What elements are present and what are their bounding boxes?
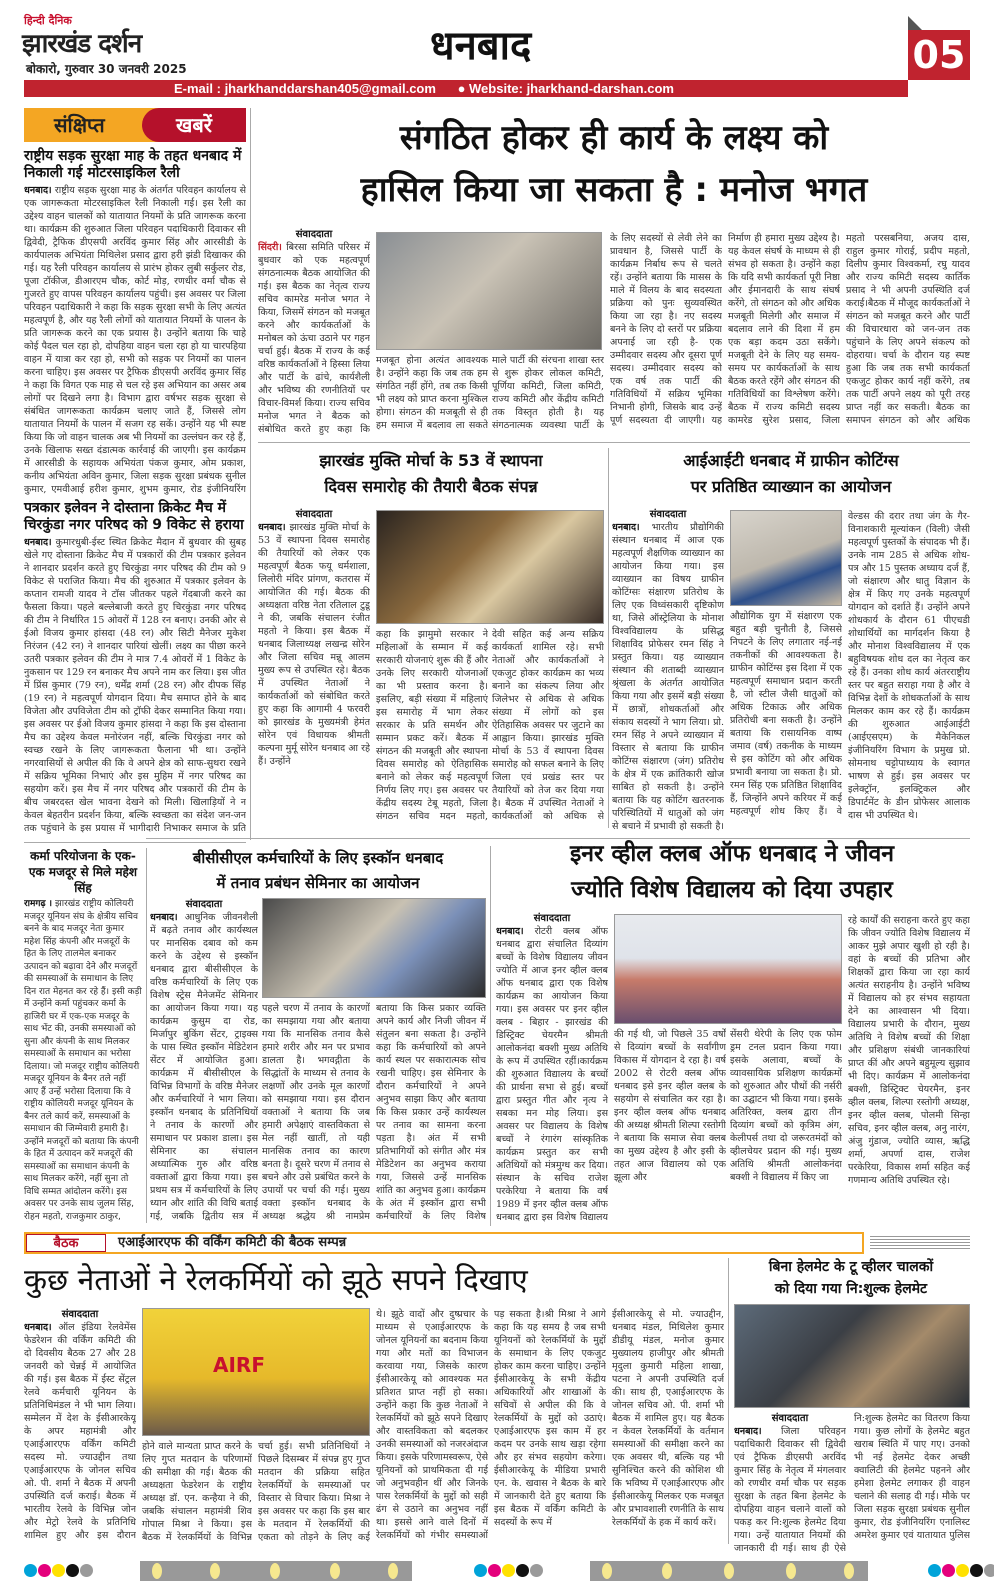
jmm-photo xyxy=(376,510,604,624)
article-dateline: धनबाद। xyxy=(612,522,640,533)
email-link[interactable]: E-mail : jharkhanddarshan405@gmail.com xyxy=(174,81,436,96)
cmyk-marks-left xyxy=(24,1562,116,1578)
article-dateline: धनबाद। xyxy=(258,522,286,533)
innerwheel-col-1 xyxy=(496,912,608,1224)
brief-text: राष्ट्रीय सड़क सुरक्षा माह के अंतर्गत परिवहन कार्यालय से एक जागरूकता मोटरसाइकिल रैली निकाली गई। इस रैली का उद्देश्य वाहन चालकों को यातायात नियमों के प्रति जागरूक करना था। कार्यक्रम की शुरुआत जिला परिवहन पदाधिकारी दिवाकर सी द्विवेदी, ट्रैफिक डीएसपी अरविंद कुमार सिंह और आरसीडी के कार्यपालक अभियंता मिथिलेश प्रसाद द्वारा हरी झंडी दिखाकर की गई। यह रैली परिवहन कार्यालय से प्रारंभ होकर लुबी सर्कुलर रोड, पूजा टॉकीज, डीआरएम चौक, कोर्ट मोड़, रणधीर वर्मा चौक से गुजरते हुए वापस परिवहन कार्यालय पहुंची। इस अवसर पर जिला परिवहन पदाधिकारी ने कहा कि सड़क सुरक्षा सभी के लिए अत्यंत महत्वपूर्ण है, और यह रैली लोगों को यातायात नियमों के पालन के प्रति जागरूक करने का एक प्रयास है। उन्होंने बताया कि चाहे कोई पैदल चल रहा हो, दोपहिया वाहन चला रहा हो या चारपहिया वाहन में यात्रा कर रहा हो, सभी को सड़क पर नियमों का पालन करना चाहिए। इस अवसर पर ट्रैफिक डीएसपी अरविंद कुमार सिंह ने कहा कि विगत एक माह से चल रहे इस अभियान का असर अब लोगों पर दिखने लगा है। विभाग द्वारा वर्षभर सड़क सुरक्षा से संबंधित जागरूकता कार्यक्रम चलाए जाते हैं, जिससे लोग यातायात नियमों के पालन में सजग रह सकें। उन्होंने यह भी स्पष्ट किया कि जो वाहन चालक अब भी नियमों का उल्लंघन कर रहे हैं, उनके खिलाफ सख्त दंडात्मक कार्रवाई की जाएगी। इस कार्यक्रम में आरसीडी के सहायक अभियंता पंकज कुमार, ओम प्रकाश, कनीय अभियंता अविन कुमार, जिला सड़क सुरक्षा प्रबंधक सुनील कुमार, एमवीआई हरीश कुमार, शुभम कुमार, रोड इंजीनियरिंग xyxy=(24,185,246,495)
brief-text: झारखंड राष्ट्रीय कोलियरी मजदूर यूनियन संघ के क्षेत्रीय सचिव बनने के बाद मजदूर नेता कुमार महेश सिंह कंपनी और मजदूरों के हित के लिए तालमेल बनाकर उत्पादन को बढ़ावा देने और मजदूरों की समस्याओं के समाधान के लिए दिन रात मेहनत कर रहे हैं। इसी कड़ी में उन्होंने कर्मा पहुंचकर कर्मा के हाजिरी घर में एक-एक मजदूर के साथ भेंट की, उनकी समस्याओं को सुना और कंपनी के साथ मिलकर समस्याओं के समाधान का भरोसा दिलाया। जो मजदूर राष्ट्रीय कोलियरी मजदूर यूनियन के बैनर तले नहीं आए हैं उन्हें भरोसा दिलाया कि वे राष्ट्रीय कोलियरी मजदूर यूनियन के बैनर तले कार्य करें, समस्याओं के समाधान की जिम्मेवारी हमारी है। उन्होंने मजदूरों को बताया कि कंपनी के हित में उत्पादन करें मजदूरों की समस्याओं का समाधान कंपनी के साथ मिलकर करेंगे, नहीं सुना तो विधि सम्मत आंदोलन करेंगे। इस अवसर पर उनके साथ जुलम सिंह, रोहन महतो, राजकुमार ठाकुर, xyxy=(24,899,142,1222)
divider xyxy=(24,842,246,843)
brief-body xyxy=(24,536,246,835)
cmyk-dot xyxy=(942,1564,955,1577)
article-text: झारखंड मुक्ति मोर्चा के 53 वें स्थापना दिवस समारोह की तैयारियों को लेकर एक महत्वपूर्ण बैठक फयू धर्मशाला, लिलोरी मंदिर प्रांगण, कतरास में आयोजित की गई। बैठक की अध्यक्षता वरिष्ठ नेता रतिलाल टुडू ने की, जबकि संचालन रंजीत महतो ने किया। इस बैठक में धनबाद जिलाध्यक्ष लखन्द्र सोरेन और जिला सचिव मन्नू आलम मुख्य रूप से उपस्थित रहे। बैठक में उपस्थित नेताओं ने कार्यकर्ताओं को संबोधित करते हुए कहा कि आगामी 4 फरवरी को झारखंड के मुख्यमंत्री हेमंत सोरेन एवं विधायक श्रीमती कल्पना मुर्मू सोरेन धनबाद आ रहे हैं। उन्होंने xyxy=(258,522,370,767)
newspaper-logo: झारखंड दर्शन xyxy=(22,29,142,59)
innerwheel-headline xyxy=(494,836,970,908)
brief-headline: पत्रकार इलेवन ने दोस्ताना क्रिकेट मैच में चिरकुंडा नगर परिषद को 9 विकेट से हराया xyxy=(24,500,244,533)
cmyk-dot xyxy=(474,1564,487,1577)
column-rule xyxy=(728,1258,729,1544)
iskcon-headline-line2: में तनाव प्रबंधन सेमिनार का आयोजन xyxy=(216,874,420,892)
iskcon-col-2: पहले चरण में तनाव के कारणों का समझाया गया और बताया गया कि मानसिक तनाव कैसे हमारे शरीर और मन पर प्रभाव डालता है। भगवद्गीता के सिद्धांतों के माध्यम से तनाव के लक्षणों और उनके मूल कारणों को समझाया गया। इस दौरान वक्ताओं ने बताया कि जब हमारी अपेक्षाएं वास्तविकता से मेल नहीं खातीं, तो यही मानसिक तनाव का कारण बनता है। दूसरे चरण में तनाव से बचने और उसे प्रबंधित करने के उपायों पर चर्चा की गई। मुख्य वक्ता इस्कॉन धनबाद के अध्यक्ष श्रद्धेय श्री नामप्रेम xyxy=(262,1003,370,1222)
cmyk-dot xyxy=(66,1564,79,1577)
brief-dateline: धनबाद। xyxy=(24,185,52,196)
helmet-col-1 xyxy=(734,1412,846,1555)
iit-col-3: वेल्डस की दरार तथा जंग के गैर-विनाशकारी मूल्यांकन (विली) जैसी महत्वपूर्ण पुस्तकों के संपादक भी हैं। उनके नाम 285 से अधिक शोध-पत्र और 15 पुस्तक अध्याय दर्ज हैं, जो संक्षारण और धातु विज्ञान के क्षेत्र में किए गए उनके महत्वपूर्ण योगदान को दर्शाते हैं। उन्होंने अपने शोधकार्य के दौरान 61 पीएचडी शोधार्थियों का मार्गदर्शन किया है और मोनाश विश्वविद्यालय में एक बहुविषयक शोध दल का नेतृत्व कर रहे हैं। उनका शोध कार्य अंतरराष्ट्रीय स्तर पर बहुत सराहा गया है और वे विभिन्न देशों के शोधकर्ताओं के साथ मिलकर काम कर रहे हैं। कार्यक्रम की शुरुआत आईआईटी (आईएसएम) के मैकेनिकल इंजीनियरिंग विभाग के प्रमुख प्रो. सोमनाथ चट्टोपाध्याय के स्वागत भाषण से हुई। इस अवसर पर इलेक्ट्रॉन, इलक्ट्रिकल और डिपार्टमेंट के डीन प्रोफेसर आलाक दास भी उपस्थित थे। xyxy=(848,511,970,821)
helmet-col-2: नि:शुल्क हेलमेट का वितरण किया गया। कुछ लोगों के हेलमेट बहुत खराब स्थिति में पाए गए। उनको भी नई हेलमेट देकर अच्छी क्वालिटी की हेलमेट पहनने और हमेशा हेलमेट लगाकर ही वाहन चलाने की सलाह दी गई। मौके पर जिला सड़क सुरक्षा प्रबंधक सुनील कुमार, रोड इंजीनियरिंग एनालिस्ट अमरेश कुमार एवं यातायात पुलिस xyxy=(854,1413,970,1541)
lead-col-4: के लिए सदस्यों से लेवी लेने का प्रावधान है, जिससे पार्टी के कार्यक्रम निर्बाध रूप से चलते रहें। उन्होंने बताया कि मासस के माले में विलय के बाद सदस्यता प्रक्रिया को पुनः सुव्यवस्थित किया जा रहा है। नए सदस्य बनने के लिए दो स्तरों पर प्रक्रिया अपनाई जा रही है- एक उम्मीदवार सदस्य और दूसरा पूर्ण सदस्य। उम्मीदवार सदस्य को एक वर्ष तक पार्टी की गतिविधियों में सक्रिय भूमिका निभानी होगी, जिसके बाद उन्हें पूर्ण सदस्यता दी जाएगी। यह xyxy=(610,233,722,426)
iskcon-headline xyxy=(150,846,486,896)
lead-col-1 xyxy=(258,228,370,436)
cmyk-dot xyxy=(956,1564,969,1577)
article-text: ऑल इंडिया रेलवेमेंस फेडरेशन की वर्किंग कमिटी की दो दिवसीय बैठक 27 और 28 जनवरी को चेन्नई में आयोजित की गई। इस बैठक में ईस्ट सेंट्रल रेलवे कर्मचारी यूनियन के प्रतिनिधिमंडल ने भी भाग लिया। सम्मेलन में देश के ईसीआरकेयू के अपर महामंत्री और एआईआरएफ वर्किंग कमिटी सदस्य मो. ज्याउद्दीन तथा एआईआरएफ के जोनल सचिव ओ. पी. शर्मा ने बैठक में अपनी उपस्थिति दर्ज कराई। बैठक में भारतीय रेलवे के विभिन्न जोन और मेट्रो रेलवे के प्रतिनिधि शामिल हुए और इस दौरान xyxy=(24,1322,136,1541)
cmyk-dot xyxy=(970,1564,983,1577)
page-corner-fold xyxy=(908,16,922,30)
article-dateline: धनबाद। xyxy=(496,926,524,937)
article-text: सम्मान प्रकट करें। बैठक में संगठन की मजबूती और स्थापना दिवस समारोह को ऐतिहासिक बनाने को लेकर कई महत्वपूर्ण निर्णय लिए गए। इस अवसर पर केंद्रीय सदस्य टेबू महतो, जिला संगठन सचिव मदन महतो, xyxy=(376,733,488,822)
jmm-headline-line1: झारखंड मुक्ति मोर्चा के 53 वें स्थापना xyxy=(319,451,543,470)
cmyk-dot xyxy=(502,1564,515,1577)
innerwheel-headline-line2: ज्योति विशेष विद्यालय को दिया उपहार xyxy=(571,877,893,903)
airf-col-3: चर्चा हुई। सभी प्रतिनिधियों ने पिछले दिसम्बर में संपन्न हुए गुप्त मतदान की प्रक्रिया सहित रेलकर्मियों के समस्याओं पर विस्तार से विचार किया। मिश्रा ने इस अवसर पर कहा कि इस बार के मतदान में रेलकर्मियों की एकता को तोड़ने के लिए कई xyxy=(258,1441,370,1543)
jmm-col-2 xyxy=(376,628,488,823)
registration-band xyxy=(590,1561,868,1581)
innerwheel-photo xyxy=(614,914,842,1024)
airf-col-2: होने वाले मान्यता प्राप्त करने के लिए गुप्त मतदान के परिणामों की समीक्षा की गई। बैठक की अध्यक्षता फेडरेशन के राष्ट्रीय अध्यक्ष डॉ. एन. कन्हैया ने की, जबकि संचालन महामंत्री शिव गोपाल मिश्रा ने किया। इस बैठक में रेलकर्मियों के विभिन्न xyxy=(142,1441,252,1543)
brief-article-3 xyxy=(24,848,142,1223)
helmet-photo xyxy=(734,1304,970,1408)
helmet-headline xyxy=(732,1256,970,1300)
briefs-header xyxy=(24,108,246,142)
iit-headline-line1: आईआईटी धनबाद में ग्राफीन कोटिंग्स xyxy=(683,451,899,470)
airf-col-1 xyxy=(24,1308,136,1542)
kicker-bar xyxy=(24,1232,864,1254)
article-text: भारतीय प्रौद्योगिकी संस्थान धनबाद में आज एक महत्वपूर्ण शैक्षणिक व्याख्यान का आयोजन किया गया। इस व्याख्यान का विषय ग्राफीन कोटिंग्सः संक्षारण प्रतिरोध के लिए एक विध्वंसकारी दृष्टिकोण था, जिसे ऑस्ट्रेलिया के मोनाश विश्वविद्यालय के प्रसिद्ध शिक्षाविद प्रोफेसर रमन सिंह ने प्रस्तुत किया। यह व्याख्यान संस्थान की शताब्दी व्याख्यान श्रृंखला के अंतर्गत आयोजित किया गया और इसमें बड़ी संख्या में छात्रों, शोधकर्ताओं और संकाय सदस्यों ने भाग लिया। प्रो. रमन सिंह ने अपने व्याख्यान में विस्तार से बताया कि ग्राफीन कोटिंग्स संक्षारण (जंग) प्रतिरोध के क्षेत्र में एक क्रांतिकारी खोज साबित हो सकती है। उन्होंने बताया कि यह कोटिंग खतरनाक परिस्थितियों में धातुओं को जंग से बचाने में प्रभावी हो सकती है। xyxy=(612,522,724,832)
brief-text: कुमारधुबी-ईस्ट स्थित क्रिकेट मैदान में बुधवार की सुबह खेले गए दोस्ताना क्रिकेट मैच में पत्रकारों की टीम पत्रकार इलेवन ने शानदार प्रदर्शन करते हुए चिरकुंडा नगर परिषद की टीम को 9 विकेट से पराजित किया। मैच की शुरुआत में पत्रकार इलेवन के कप्तान रामजी यादव ने टॉस जीतकर पहले गेंदबाजी करने का फैसला किया। पहले बल्लेबाजी करते हुए चिरकुंडा नगर परिषद की टीम ने निर्धारित 15 ओवरों में 128 रन बनाए। उनकी ओर से ईओ विजय कुमार हांसदा (48 रन) और सिटी मैनेजर मुकेश निरंजन (42 रन) ने शानदार पारियां खेलीं। लक्ष्य का पीछा करने उतरी पत्रकार इलेवन की टीम ने मात्र 7.4 ओवरों में 1 विकेट के नुकसान पर 129 रन बनाकर मैच अपने नाम कर लिया। इस जीत में प्रिंस कुमार (79 रन), धर्मेंद्र शर्मा (28 रन) और दीपक सिंह (19 रन) ने महत्वपूर्ण योगदान दिया। मैच समाप्त होने के बाद विजेता और उपविजेता टीम को ट्रॉफी देकर सम्मानित किया गया। इस अवसर पर ईओ विजय कुमार हांसदा ने कहा कि इस दोस्ताना मैच का उद्देश्य केवल मनोरंजन नहीं, बल्कि चिरकुंडा नगर को स्वच्छ रखने के लिए जागरूकता फैलाना भी था। उन्होंने नगरवासियों से अपील की कि वे अपने क्षेत्र को साफ-सुथरा रखने में सक्रिय भूमिका निभाएं और इस मुहिम में नगर परिषद का सहयोग करें। इस मैच में नगर परिषद और पत्रकारों की टीम के बीच जबरदस्त खेल भावना देखने को मिली। खिलाड़ियों ने न केवल बेहतरीन प्रदर्शन किया, बल्कि स्वच्छता का संदेश जन-जन तक पहुंचाने के इस प्रयास में भागीदारी निभाकर समाज के प्रति xyxy=(24,537,246,834)
innerwheel-col-4: रहे कार्यों की सराहना करते हुए कहा कि जीवन ज्योति विशेष विद्यालय में आकर मुझे अपार खुशी हो रही है। वहां के बच्चों की प्रतिभा और शिक्षकों द्वारा किया जा रहा कार्य अत्यंत सराहनीय है। उन्होंने भविष्य में विद्यालय को हर संभव सहायता देने का आश्वासन भी दिया। विद्यालय प्रभारी के दौरान, मुख्य अतिथि ने विशेष बच्चों की शिक्षा और प्रशिक्षण संबंधी जानकारियां प्राप्त कीं और अपने बहुमूल्य सुझाव भी दिए। कार्यक्रम में आलोकनंदा बक्शी, डिस्ट्रिक्ट चेयरमैन, इनर व्हील क्लब, शिल्पा रस्तोगी अध्यक्ष, इनर व्हील क्लब, पोलमी सिन्हा सचिव, इनर व्हील क्लब, अनु नारंग, अंजु गुंडाज, ज्योति व्यास, ऋद्धि शर्मा, अपर्णा दास, राजेश परकेरिया, विकास शर्मा सहित कई गणमान्य अतिथि उपस्थित रहे। xyxy=(848,915,970,1186)
cmyk-marks-center xyxy=(474,1562,566,1578)
brief-headline: राष्ट्रीय सड़क सुरक्षा माह के तहत धनबाद में निकाली गई मोटरसाइकिल रैली xyxy=(24,148,242,181)
byline: संवाददाता xyxy=(295,229,333,240)
iit-headline-line2: पर प्रतिष्ठित व्याख्यान का आयोजन xyxy=(690,477,892,496)
column-rule xyxy=(490,846,491,1226)
lead-col-2: मजबूत होना अत्यंत आवश्यक है। उन्होंने कहा कि जब तक हम संगठित नहीं होंगे, तब तक किसी भी लक्ष्य को प्राप्त करना मुश्किल होगा। संगठन की मजबूती से ही हम समाज में बदलाव ला सकते xyxy=(376,355,488,431)
byline: संवाददाता xyxy=(771,1413,809,1424)
lead-col-3: माले पार्टी की संरचना शाखा स्तर से शुरू होकर लोकल कमिटी, पूर्णिया कमिटी, जिला कमिटी, राज्य कमिटी और केंद्रीय कमिटी तक विस्तृत होती है। यह संगठनात्मक व्यवस्था पार्टी के xyxy=(492,355,604,431)
cmyk-dot xyxy=(488,1564,501,1577)
column-rule xyxy=(608,448,609,828)
article-text: बिरसा समिति परिसर में बुधवार को एक महत्वपूर्ण संगठनात्मक बैठक आयोजित की गई। इस बैठक का नेतृत्व राज्य सचिव कामरेड मनोज भगत ने किया, जिसमें संगठन को मजबूत करने और कार्यकर्ताओं के मनोबल को ऊंचा उठाने पर गहन चर्चा हुई। बैठक में राज्य के कई वरिष्ठ कार्यकर्ताओं ने हिस्सा लिया और पार्टी के ढांचे, कार्यशैली और भविष्य की रणनीतियों पर विचार-विमर्श किया। राज्य सचिव मनोज भगत ने बैठक को संबोधित करते हुए कहा कि xyxy=(258,242,370,435)
cmyk-dot xyxy=(530,1564,543,1577)
kicker-tag: बैठक xyxy=(26,1234,106,1252)
iit-col-2: औद्योगिक युग में संक्षारण एक बहुत बड़ी चुनौती है, जिससे निपटने के लिए लगातार नई-नई तकनीकों की आवश्यकता है। ग्राफीन कोटिंग्स इस दिशा में एक महत्वपूर्ण समाधान प्रदान करती है, जो स्टील जैसी धातुओं को अधिक टिकाऊ और अधिक प्रतिरोधी बना सकती है। उन्होंने बताया कि रासायनिक वाष्प जमाव (वर्ष) तकनीक के माध्यम से इस कोटिंग को और अधिक प्रभावी बनाया जा सकता है। प्रो. रमन सिंह एक प्रतिष्ठित शिक्षाविद हैं, जिन्होंने अपने करियर में कई महत्वपूर्ण शोध किए हैं। वे xyxy=(730,611,842,817)
brief-dateline: रामगढ़ । xyxy=(24,899,53,909)
airf-photo xyxy=(142,1308,370,1436)
byline: संवाददाता xyxy=(61,1309,99,1320)
byline: संवाददाता xyxy=(533,913,571,924)
briefs-label-badge: खबरें xyxy=(142,108,246,142)
airf-col-6: ईसीआरकेयू से मो. ज्याउद्दीन, धनबाद मंडल, मिथिलेश कुमार डीडीयू मंडल, मनोज कुमार मुख्यालय हाजीपुर और श्रीमती मृदुला कुमारी महिला शाखा, पटना ने अपनी उपस्थिति दर्ज की। साथ ही, एआईआरएफ के जोनल सचिव ओ. पी. शर्मा भी बैठक में शामिल हुए। यह बैठक न केवल रेलकर्मियों के वर्तमान समस्याओं की समीक्षा करने का एक अवसर थी, बल्कि यह भी सुनिश्चित करने की कोशिश थी कि भविष्य में एआईआरएफ और ईसीआरकेयू मिलकर एक मजबूत और प्रभावशाली रणनीति के साथ रेलकर्मियों के हक में कार्य करें। xyxy=(612,1309,724,1528)
helmet-headline-line1: बिना हेलमेट के टू व्हीलर चालकों xyxy=(768,1259,934,1275)
jmm-headline-line2: दिवस समारोह की तैयारी बैठक संपन्न xyxy=(324,477,538,496)
iskcon-col-3: बताया कि किस प्रकार व्यक्ति अपने कार्य और निजी जीवन में संतुलन बना सकता है। उन्होंने कहा कि कर्मचारियों को अपने कार्य स्थल पर सकारात्मक सोच रखनी चाहिए। इस सेमिनार के दौरान कर्मचारियों ने अपने अनुभव साझा किए और बताया कि किस प्रकार उन्हें कार्यस्थल पर तनाव का सामना करना पड़ता है। अंत में सभी प्रतिभागियों को संगीत और मंत्र मेडिटेशन का अनुभव कराया गया, जिससे उन्हें मानसिक शांति का अनुभव हुआ। कार्यक्रम के अंत में इस्कॉन द्वारा सभी कर्मचारियों के लिए विशेष xyxy=(376,1003,486,1222)
article-text: कहा कि झामुमो सरकार ने महिलाओं के सम्मान में कई सरकारी योजनाएं शुरू की हैं और उनके लिए सरकारी योजनाओं का भी प्रस्ताव करना है। इसलिए, बड़ी संख्या में महिलाएं इस समारोह में भाग लेकर सरकार के प्रति समर्थन और xyxy=(376,629,488,731)
byline: संवाददाता xyxy=(185,899,223,910)
briefs-label: संक्षिप्त xyxy=(54,113,105,137)
lead-headline xyxy=(258,112,970,216)
innerwheel-headline-line1: इनर व्हील क्लब ऑफ धनबाद ने जीवन xyxy=(570,841,894,867)
iskcon-headline-line1: बीसीसीएल कर्मचारियों के लिए इस्कॉन धनबाद xyxy=(192,849,444,867)
lead-col-6: महतो परसबनिया, अजय दास, राहुल कुमार गोराई, प्रदीप महतो, दिलीप कुमार विश्वकर्मा, रघु यादव और राज्य कमिटी सदस्य कार्तिक प्रसाद ने भी अपनी उपस्थिति दर्ज कराई।बैठक में मौजूद कार्यकर्ताओं ने संगठन को मजबूत करने और पार्टी की विचारधारा को जन-जन तक पहुंचाने के लिए अपने संकल्प को दोहराया। चर्चा के दौरान यह स्पष्ट हुआ कि जब तक सभी कार्यकर्ता एकजुट होकर कार्य नहीं करेंगे, तब तक पार्टी अपने लक्ष्य को पूरी तरह प्राप्त नहीं कर सकती। बैठक का समापन संगठन को और अधिक xyxy=(846,233,970,426)
brief-body xyxy=(24,898,142,1223)
article-text: जिला परिवहन पदाधिकारी दिवाकर सी द्विवेदी एवं ट्रैफिक डीएसपी अरविंद कुमार सिंह के नेतृत्व में मंगलवार को रणधीर वर्मा चौक पर सड़क सुरक्षा के तहत बिना हेलमेट के दोपहिया वाहन चलाने वालों को पकड़ कर नि:शुल्क हेलमेट दिया गया। उन्हें यातायात नियमों की जानकारी दी गई। साथ ही ऐसे xyxy=(734,1426,846,1554)
helmet-headline-line2: को दिया गया नि:शुल्क हेलमेट xyxy=(774,1281,928,1297)
article-text: आधुनिक जीवनशैली में बढ़ते तनाव और कार्यस्थल पर मानसिक दबाव को कम करने के उद्देश्य से इस्कॉन धनबाद द्वारा बीसीसीएल के वरिष्ठ कर्मचारियों के लिए एक विशेष स्ट्रेस मैनेजमेंट सेमिनार का आयोजन किया गया। यह कार्यक्रम कुसुम दा रोड, मिर्जापुर बुकिंग सेंटर, ट्राइक्स के पास स्थित इस्कॉन मेडिटेशन सेंटर में आयोजित हुआ। कार्यक्रम में बीसीसीएल के विभिन्न विभागों के वरिष्ठ मैनेजर और कर्मचारियों ने भाग लिया। इस्कॉन धनबाद के प्रतिनिधियों ने तनाव के कारणों और समाधान पर प्रकाश डाला। इस सेमिनार का संचालन अध्यात्मिक गुरु और वरिष्ठ वक्ताओं द्वारा किया गया। इस प्रथम सत्र में कर्मचारियों के लिए ध्यान और शांति की विधि बताई गई, जबकि द्वितीय सत्र में xyxy=(150,912,258,1222)
registration-band xyxy=(140,1561,412,1581)
article-text: रोटरी क्लब ऑफ धनबाद द्वारा संचालित दिव्यांग बच्चों के विशेष विद्यालय जीवन ज्योति में आज इनर व्हील क्लब ऑफ धनबाद द्वारा एक विशेष कार्यक्रम का आयोजन किया गया। इस अवसर पर इनर व्हील क्लब - बिहार - झारखंड की डिस्ट्रिक्ट चेयरमैन श्रीमती आलोकनंदा बक्शी मुख्य अतिथि के रूप में उपस्थित रहीं।कार्यक्रम की शुरुआत विद्यालय के बच्चों की प्रार्थना सभा से हुई। बच्चों द्वारा प्रस्तुत गीत और नृत्य ने सबका मन मोह लिया। इस अवसर पर विद्यालय के विशेष बच्चों ने रंगारंग सांस्कृतिक कार्यक्रम प्रस्तुत कर सभी अतिथियों को मंत्रमुग्ध कर दिया। संस्थान के सचिव राजेश परकेरिया ने बताया कि वर्ष 1989 में इनर व्हील क्लब ऑफ धनबाद द्वारा इस विशेष विद्यालय xyxy=(496,926,608,1223)
website-link[interactable]: ● Website: jharkhand-darshan.com xyxy=(457,81,674,96)
kicker-text: एआईआरएफ की वर्किंग कमिटी की बैठक सम्पन्न xyxy=(118,1235,347,1250)
brief-article-2 xyxy=(24,500,246,835)
iit-headline xyxy=(612,448,970,500)
lead-headline-line1: संगठित होकर ही कार्य के लक्ष्य को xyxy=(399,118,829,158)
article-dateline: धनबाद। xyxy=(24,1322,52,1333)
iit-photo xyxy=(730,510,842,606)
jmm-col-4: देवी सहित कई अन्य सक्रिय कार्यकर्ता शामिल रहे। सभी नेताओं और कार्यकर्ताओं ने एकजुट होकर कार्यक्रम का भव्य बनाने का संकल्प लिया और जिलेभर से अधिक से अधिक संख्या में लोगों को इस ऐतिहासिक अवसर पर जुटाने का आह्वान किया। झारखंड मुक्ति मोर्चा के 53 वें स्थापना दिवस समारोह को सफल बनाने के लिए जिला एवं प्रखंड स्तर पर तैयारियों को तेज कर दिया गया है। बैठक में उपस्थित नेताओं ने कार्यकर्ताओं को अधिक से xyxy=(492,629,604,822)
article-dateline: धनबाद। xyxy=(150,912,178,923)
masthead-tagline: हिन्दी दैनिक xyxy=(24,14,72,27)
cmyk-dot xyxy=(52,1564,65,1577)
airf-headline: कुछ नेताओं ने रेलकर्मियों को झूठे सपने दिखाए xyxy=(24,1263,528,1298)
iit-col-1 xyxy=(612,508,724,833)
jmm-col-1 xyxy=(258,508,370,833)
divider xyxy=(258,442,970,443)
column-rule xyxy=(146,848,147,1223)
cmyk-dot xyxy=(80,1564,93,1577)
brief-dateline: धनबाद। xyxy=(24,537,52,548)
dateline: बोकारो, गुरुवार 30 जनवरी 2025 xyxy=(26,62,187,76)
decorative-stripes xyxy=(870,1236,970,1250)
cmyk-dot xyxy=(38,1564,51,1577)
page-section-title: धनबाद xyxy=(430,23,532,69)
brief-article-1 xyxy=(24,148,246,496)
lead-photo xyxy=(376,232,602,350)
cmyk-marks-right xyxy=(928,1562,994,1578)
jmm-headline xyxy=(258,448,604,500)
contact-bar xyxy=(24,80,908,97)
article-dateline: सिंदरी। xyxy=(258,242,282,253)
column-rule xyxy=(250,108,251,840)
cmyk-dot xyxy=(984,1564,994,1577)
innerwheel-col-3: सेंसरी थेरेपी के लिए एक फोम ड्रम टनल प्रदान किया गया। इसके अलावा, बच्चों के व्यावसायिक प्रशिक्षण कार्यक्रमों को शुरुआत और पौधों की नर्सरी का उद्घाटन भी किया गया। इसके अतिरिक्त, क्लब द्वारा तीन दिव्यांग बच्चों को कृत्रिम अंग, केलीपर्स तथा दो जरूरतमंदों को व्हीलचेयर प्रदान की गई। मुख्य अतिथि श्रीमती आलोकनंदा बक्शी ने विद्यालय में किए जा xyxy=(730,1029,842,1183)
lead-headline-line2: हासिल किया जा सकता है : मनोज भगत xyxy=(360,170,868,210)
iskcon-photo xyxy=(262,898,486,998)
cmyk-dot xyxy=(24,1564,37,1577)
airf-col-5: पड़ सकता है।श्री मिश्रा ने आगे कहा कि यह समय है जब सभी यूनियनों को रेलकर्मियों के मुद्दों के समाधान के लिए एकजुट होकर काम करना चाहिए। उन्होंने ईसीआरकेयू के सभी केंद्रीय अधिकारियों और शाखाओं के सचिवों से अपील की कि वे रेलकर्मियों के मुद्दों को उठाएं। एआईआरएफ इस काम में हर कदम पर उनके साथ खड़ा रहेगा और हर संभव सहयोग करेगा। ईसीआरकेयू के मीडिया प्रभारी एन. के. खवास ने बैठक के बारे में जानकारी देते हुए बताया कि इस बैठक में वर्किंग कमिटी के सदस्यों के रूप में xyxy=(494,1309,606,1528)
airf-banner-text: AIRF xyxy=(213,1353,265,1377)
brief-body xyxy=(24,184,246,496)
airf-col-4: थे। झूठे वादों और दुष्प्रचार के माध्यम से एआईआरएफ के जोनल यूनियनों का बदनाम किया गया और मतों का विभाजन करवाया गया, जिसके कारण ईसीआरकेयू को आवश्यक मत प्रतिशत प्राप्त नहीं हो सका। उन्होंने कहा कि कुछ नेताओं ने रेलकर्मियों को झूठे सपने दिखाए और वास्तविकता को बदलकर उनकी समस्याओं को नजरअंदाज किया। इसके परिणामस्वरूप, ऐसे यूनियनों को प्राथमिकता दी गई जो अनुभवहीन थीं और जिनके पास रेलकर्मियों के मुद्दों को सही ढंग से उठाने का अनुभव नहीं था। इससे आने वाले दिनों में रेलकर्मियों को गंभीर समस्याओं xyxy=(376,1309,488,1541)
cmyk-dot xyxy=(928,1564,941,1577)
cmyk-dot xyxy=(516,1564,529,1577)
iskcon-col-1 xyxy=(150,898,258,1223)
article-dateline: धनबाद। xyxy=(734,1426,762,1437)
lead-col-5: निर्माण ही हमारा मुख्य उद्देश्य है। यह केवल संघर्ष के माध्यम से ही संभव हो सकता है। उन्होंने कहा कि यदि सभी कार्यकर्ता पूरी निष्ठा और ईमानदारी के साथ संघर्ष करेंगे, तो संगठन को और अधिक मजबूती मिलेगी और समाज में बदलाव लाने की दिशा में हम एक बड़ा कदम उठा सकेंगे। मजबूती देने के लिए यह समय-समय पर कार्यकर्ताओं के साथ बैठक करते रहेंगे और संगठन की गतिविधियों का विश्लेषण करेंगे। बैठक में राज्य कमिटी सदस्य कामरेड सुरेश प्रसाद, जिला xyxy=(728,233,840,426)
byline: संवाददाता xyxy=(649,509,687,520)
innerwheel-col-2: की गई थी, जो पिछले 35 वर्षों से दिव्यांग बच्चों के सर्वांगीण विकास में योगदान दे रहा है। वर्ष 2002 से रोटरी क्लब ऑफ धनबाद इसे इनर व्हील क्लब के सहयोग से संचालित कर रहा है। इनर व्हील क्लब ऑफ धनबाद की अध्यक्ष श्रीमती शिल्पा रस्तोगी ने बताया कि समाज सेवा क्लब का मुख्य उद्देश्य है और इसी के तहत आज विद्यालय को एक झूला और xyxy=(614,1029,726,1183)
page-number: 05 xyxy=(908,30,970,80)
brief-headline: कर्मा परियोजना के एक-एक मजदूर से मिले महेश सिंह xyxy=(28,849,138,895)
byline: संवाददाता xyxy=(295,509,333,520)
